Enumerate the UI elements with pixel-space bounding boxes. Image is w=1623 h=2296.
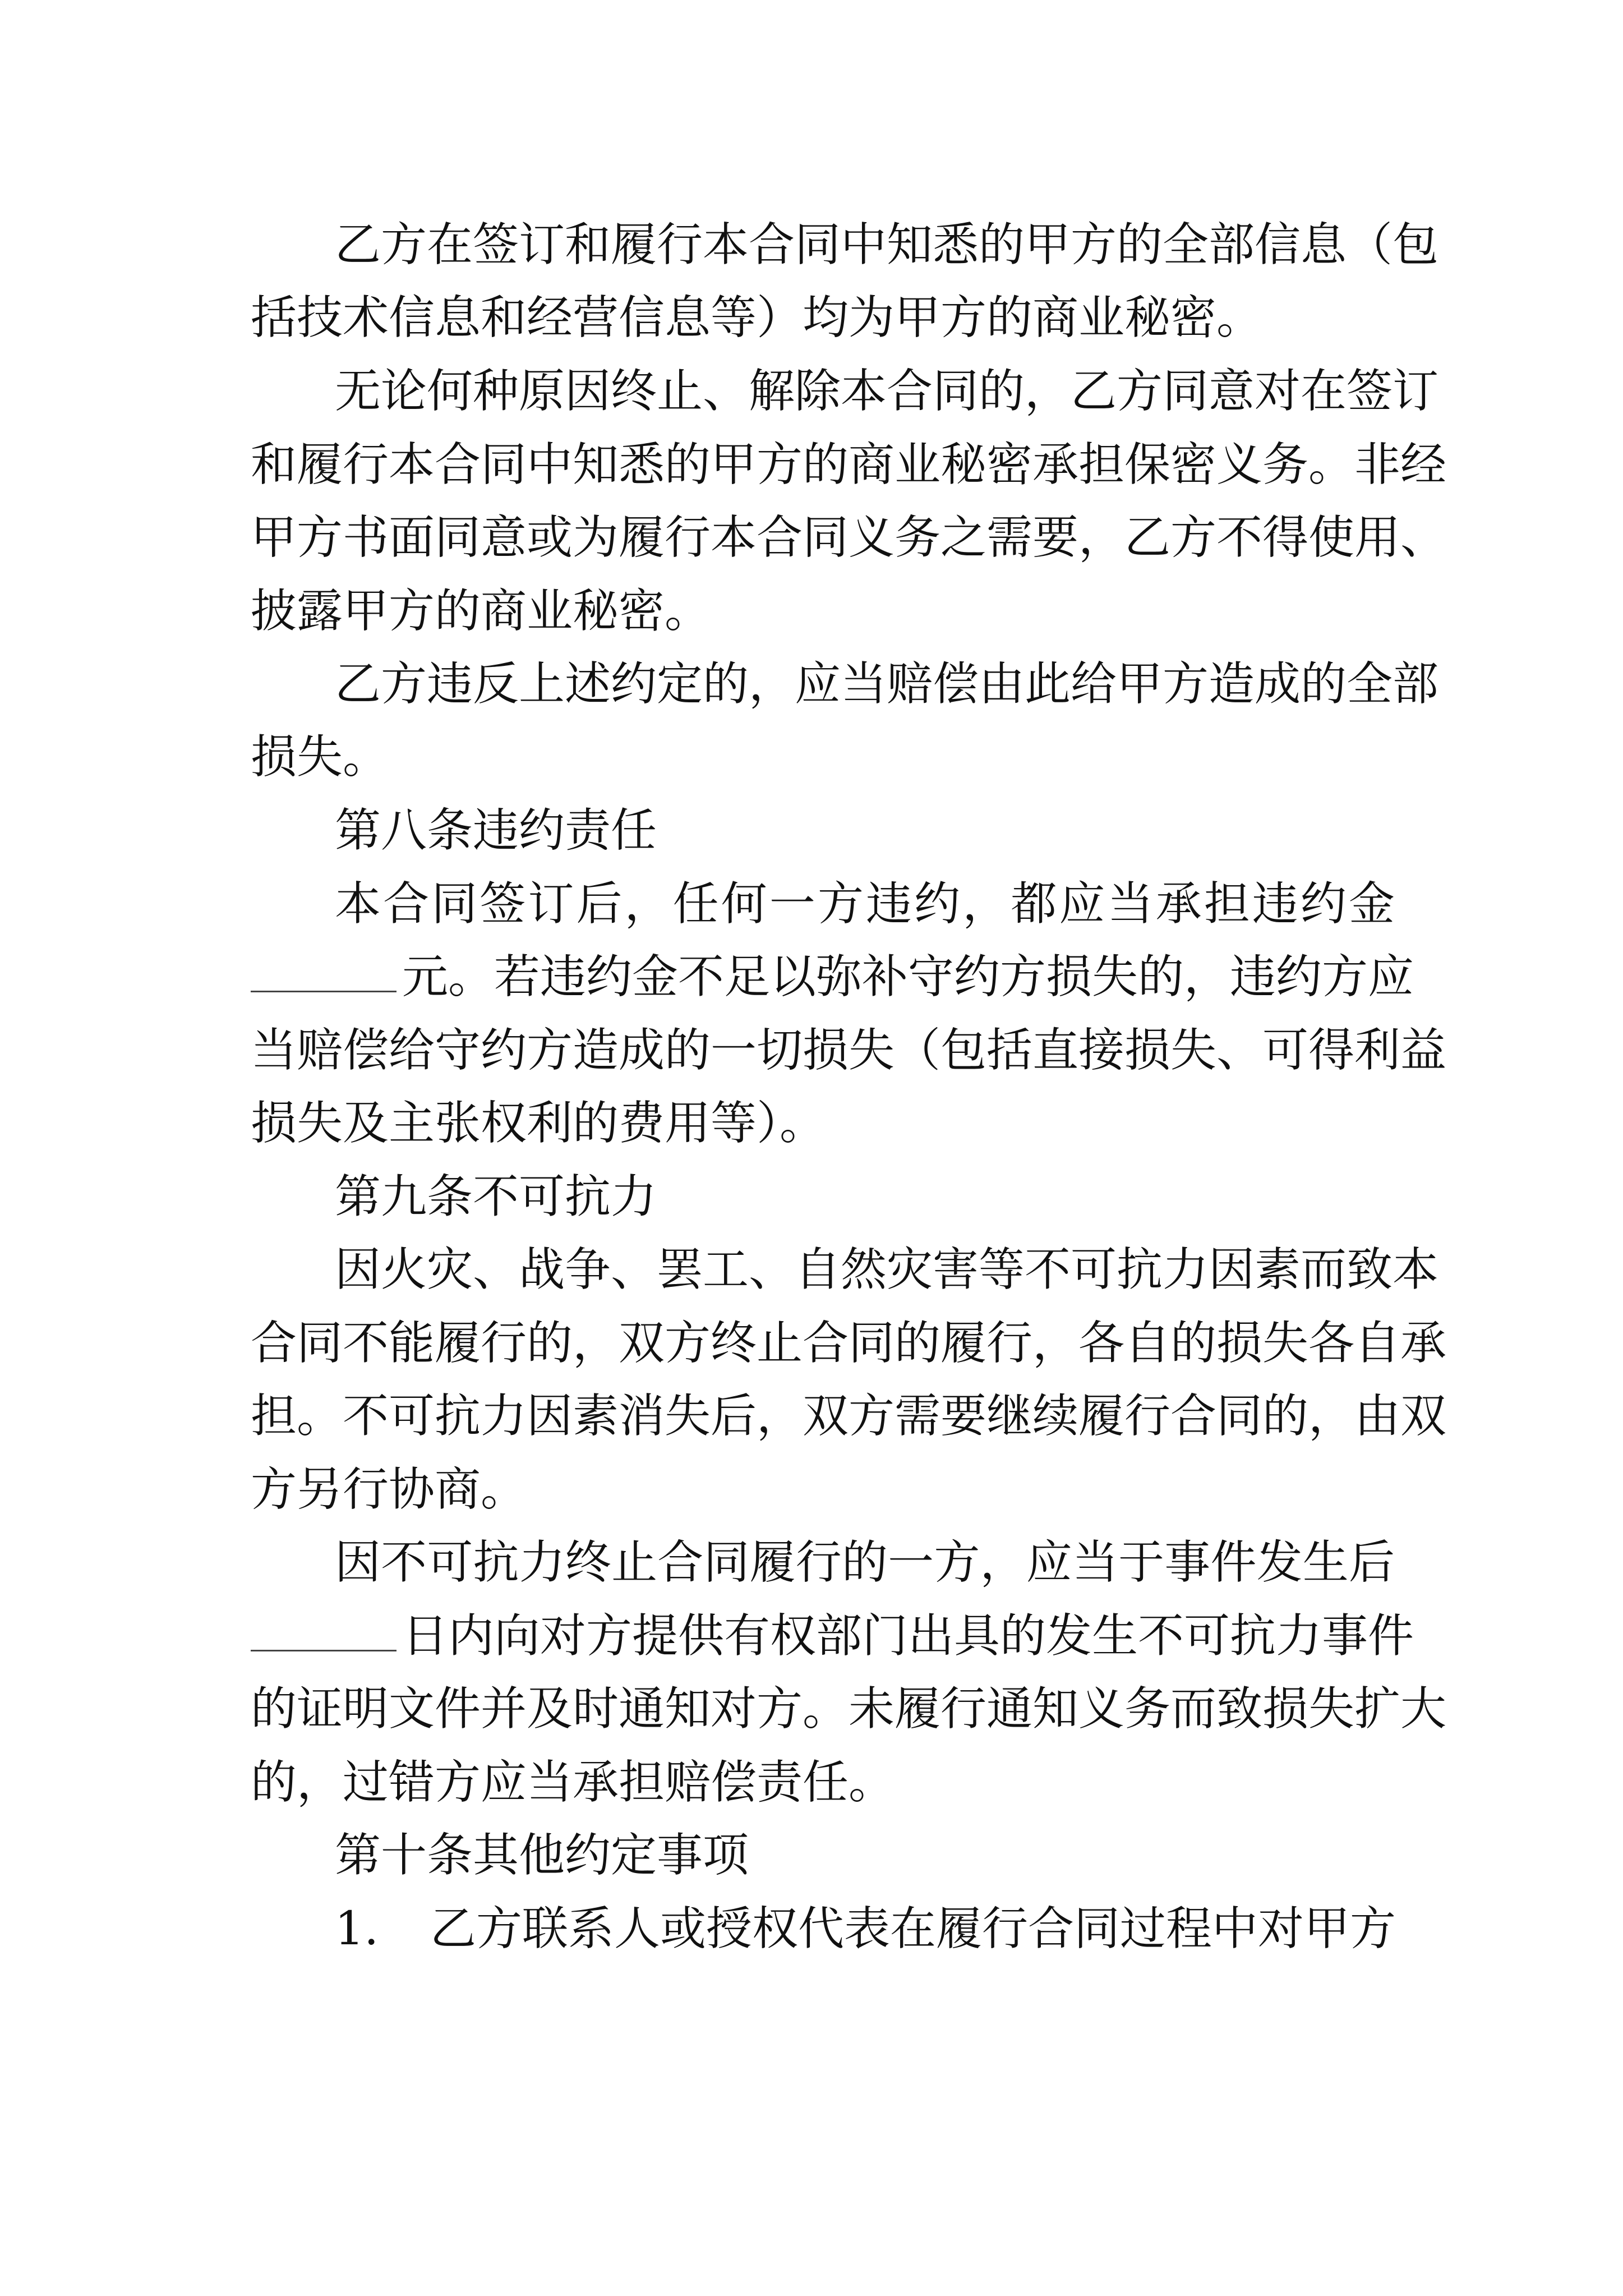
paragraph-line: 担。不可抗力因素消失后，双方需要继续履行合同的，由双 bbox=[251, 1389, 1447, 1443]
paragraph-line: 的，过错方应当承担赔偿责任。 bbox=[251, 1756, 895, 1809]
paragraph-line: 的证明文件并及时通知对方。未履行通知义务而致损失扩大 bbox=[251, 1682, 1447, 1736]
paragraph-line: 本合同签订后，任何一方违约，都应当承担违约金 bbox=[335, 877, 1395, 931]
paragraph-line: 甲方书面同意或为履行本合同义务之需要，乙方不得使用、 bbox=[251, 511, 1447, 564]
fill-in-blank[interactable] bbox=[251, 951, 396, 992]
paragraph-line-with-blank bbox=[251, 941, 1414, 1014]
paragraph-line: 括技术信息和经营信息等）均为甲方的商业秘密。 bbox=[251, 291, 1263, 344]
paragraph-line: 因不可抗力终止合同履行的一方，应当于事件发生后 bbox=[335, 1536, 1395, 1589]
paragraph-line: 损失。 bbox=[251, 730, 389, 784]
paragraph-line-text: 元。若违约金不足以弥补守约方损失的，违约方应 bbox=[402, 950, 1414, 1004]
item-number: 1. bbox=[335, 1902, 379, 1955]
paragraph-line: 方另行协商。 bbox=[251, 1463, 527, 1516]
section-heading: 第九条不可抗力 bbox=[335, 1170, 657, 1223]
paragraph-line: 因火灾、战争、罢工、自然灾害等不可抗力因素而致本 bbox=[335, 1243, 1439, 1296]
paragraph-line: 无论何种原因终止、解除本合同的，乙方同意对在签订 bbox=[335, 365, 1439, 418]
paragraph-line-with-blank bbox=[251, 1600, 1414, 1673]
paragraph-line: 损失及主张权利的费用等）。 bbox=[251, 1097, 826, 1150]
numbered-item bbox=[335, 1893, 1395, 1966]
item-text: 乙方联系人或授权代表在履行合同过程中对甲方 bbox=[430, 1902, 1396, 1955]
section-heading: 第八条违约责任 bbox=[335, 804, 657, 857]
paragraph-line: 乙方在签订和履行本合同中知悉的甲方的全部信息（包 bbox=[335, 218, 1439, 272]
paragraph-line: 和履行本合同中知悉的甲方的商业秘密承担保密义务。非经 bbox=[251, 438, 1447, 491]
paragraph-line: 披露甲方的商业秘密。 bbox=[251, 585, 711, 638]
paragraph-line: 合同不能履行的，双方终止合同的履行，各自的损失各自承 bbox=[251, 1317, 1447, 1370]
section-heading: 第十条其他约定事项 bbox=[335, 1829, 749, 1882]
paragraph-line-text: 日内向对方提供有权部门出具的发生不可抗力事件 bbox=[402, 1609, 1414, 1663]
paragraph-line: 当赔偿给守约方造成的一切损失（包括直接损失、可得利益 bbox=[251, 1024, 1447, 1077]
paragraph-line: 乙方违反上述约定的，应当赔偿由此给甲方造成的全部 bbox=[335, 657, 1439, 711]
fill-in-blank[interactable] bbox=[251, 1611, 396, 1651]
